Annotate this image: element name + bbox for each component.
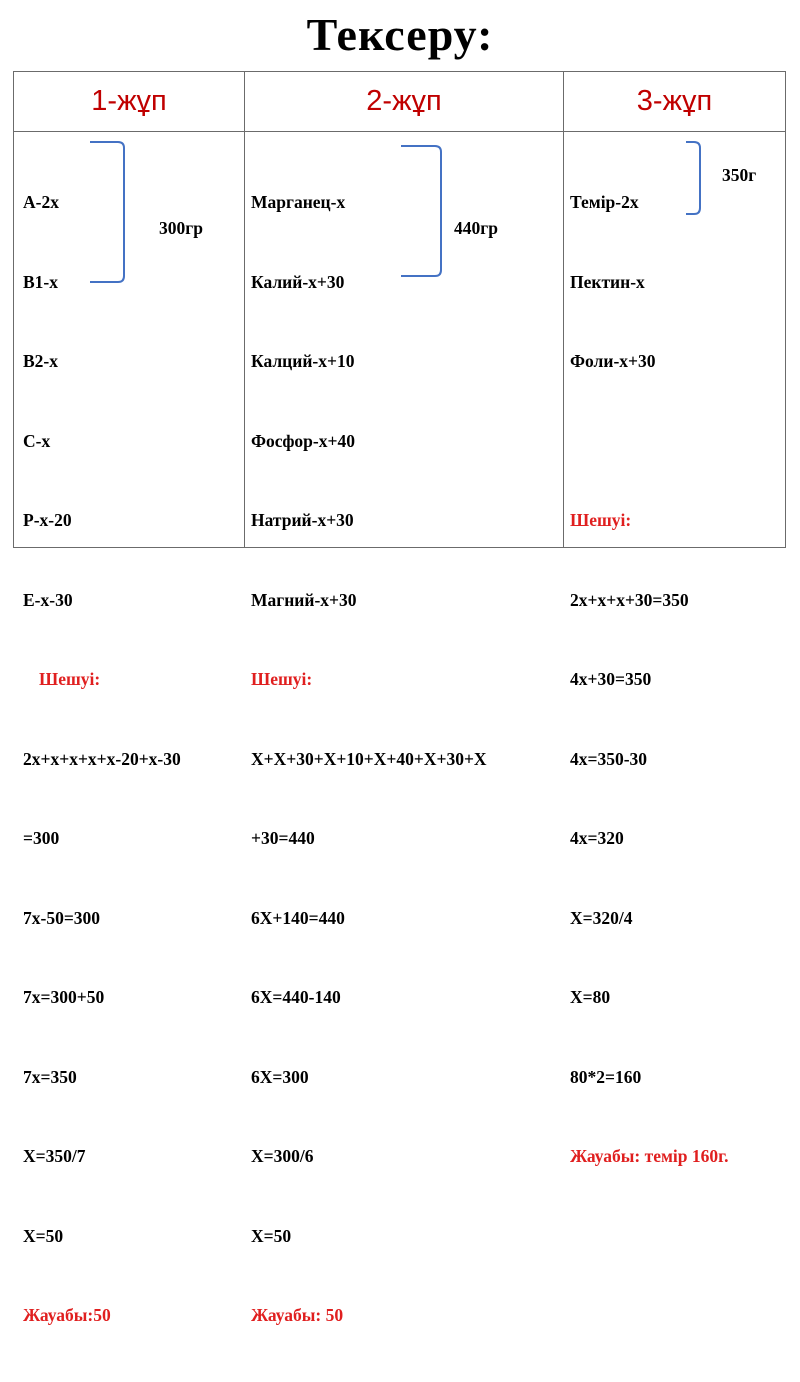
solution-label: Шешуі: [251, 669, 313, 689]
bracket-3 [684, 140, 706, 220]
header-divider [14, 131, 785, 132]
total-weight-1: 300гр [159, 218, 203, 238]
total-weight-3: 350г [722, 165, 757, 185]
item-line: Фоли-х+30 [570, 351, 656, 371]
column-header-3: 3-жұп [636, 85, 713, 117]
item-line: С-х [23, 430, 51, 451]
step-line: Х+Х+30+Х+10+Х+40+Х+30+Х [251, 748, 487, 769]
column-header-2: 2-жұп [366, 85, 442, 117]
step-line: 6Х+140=440 [251, 907, 345, 928]
column-3-content [570, 136, 728, 1223]
item-line: Фосфор-х+40 [251, 430, 355, 451]
bracket-2 [399, 144, 449, 280]
total-weight-2: 440гр [454, 218, 498, 238]
item-line: Натрий-х+30 [251, 510, 354, 530]
step-line: 2х+х+х+х+х-20+х-30 [23, 748, 181, 769]
column-divider-1 [244, 72, 245, 547]
step-line: 80*2=160 [570, 1066, 642, 1087]
step-line: Х=320/4 [570, 907, 633, 928]
answer-line: Жауабы:50 [23, 1305, 111, 1325]
step-line: +30=440 [251, 828, 315, 848]
answer-line: Жауабы: темір 160г. [570, 1146, 729, 1166]
step-line: Х=300/6 [251, 1146, 314, 1166]
step-line: 4х=320 [570, 828, 624, 848]
step-line: Х=50 [251, 1225, 292, 1246]
step-line: =300 [23, 828, 60, 848]
item-line: Калций-х+10 [251, 351, 355, 371]
item-line: Е-х-30 [23, 589, 73, 610]
column-2-content [251, 136, 487, 1382]
column-1-content [23, 136, 181, 1382]
step-line: 6Х=440-140 [251, 987, 341, 1007]
step-line: Х=350/7 [23, 1146, 86, 1166]
blank-line [570, 428, 728, 455]
item-line: Темір-2х [570, 192, 639, 212]
step-line: 7х-50=300 [23, 907, 101, 928]
bracket-1 [88, 140, 128, 286]
step-line: Х=50 [23, 1225, 64, 1246]
item-line: В2-х [23, 351, 58, 371]
step-line: Х=80 [570, 987, 611, 1007]
item-line: Р-х-20 [23, 510, 72, 530]
column-header-1: 1-жұп [91, 85, 167, 117]
step-line: 2х+х+х+30=350 [570, 589, 689, 610]
solution-label: Шешуі: [570, 510, 632, 530]
step-line: 6Х=300 [251, 1066, 309, 1087]
item-line: Магний-х+30 [251, 589, 357, 610]
item-line: В1-х [23, 271, 58, 292]
step-line: 7х=350 [23, 1066, 77, 1087]
solution-label: Шешуі: [39, 669, 101, 689]
step-line: 4х+30=350 [570, 669, 652, 689]
item-line: Марганец-х [251, 192, 346, 212]
item-line: Пектин-х [570, 271, 645, 292]
item-line: Калий-х+30 [251, 271, 345, 292]
answer-line: Жауабы: 50 [251, 1305, 344, 1325]
slide-title: Тексеру: [306, 9, 494, 60]
step-line: 4х=350-30 [570, 748, 648, 769]
step-line: 7х=300+50 [23, 987, 105, 1007]
item-line: А-2х [23, 192, 59, 212]
column-divider-2 [563, 72, 564, 547]
answers-table [13, 71, 786, 1325]
